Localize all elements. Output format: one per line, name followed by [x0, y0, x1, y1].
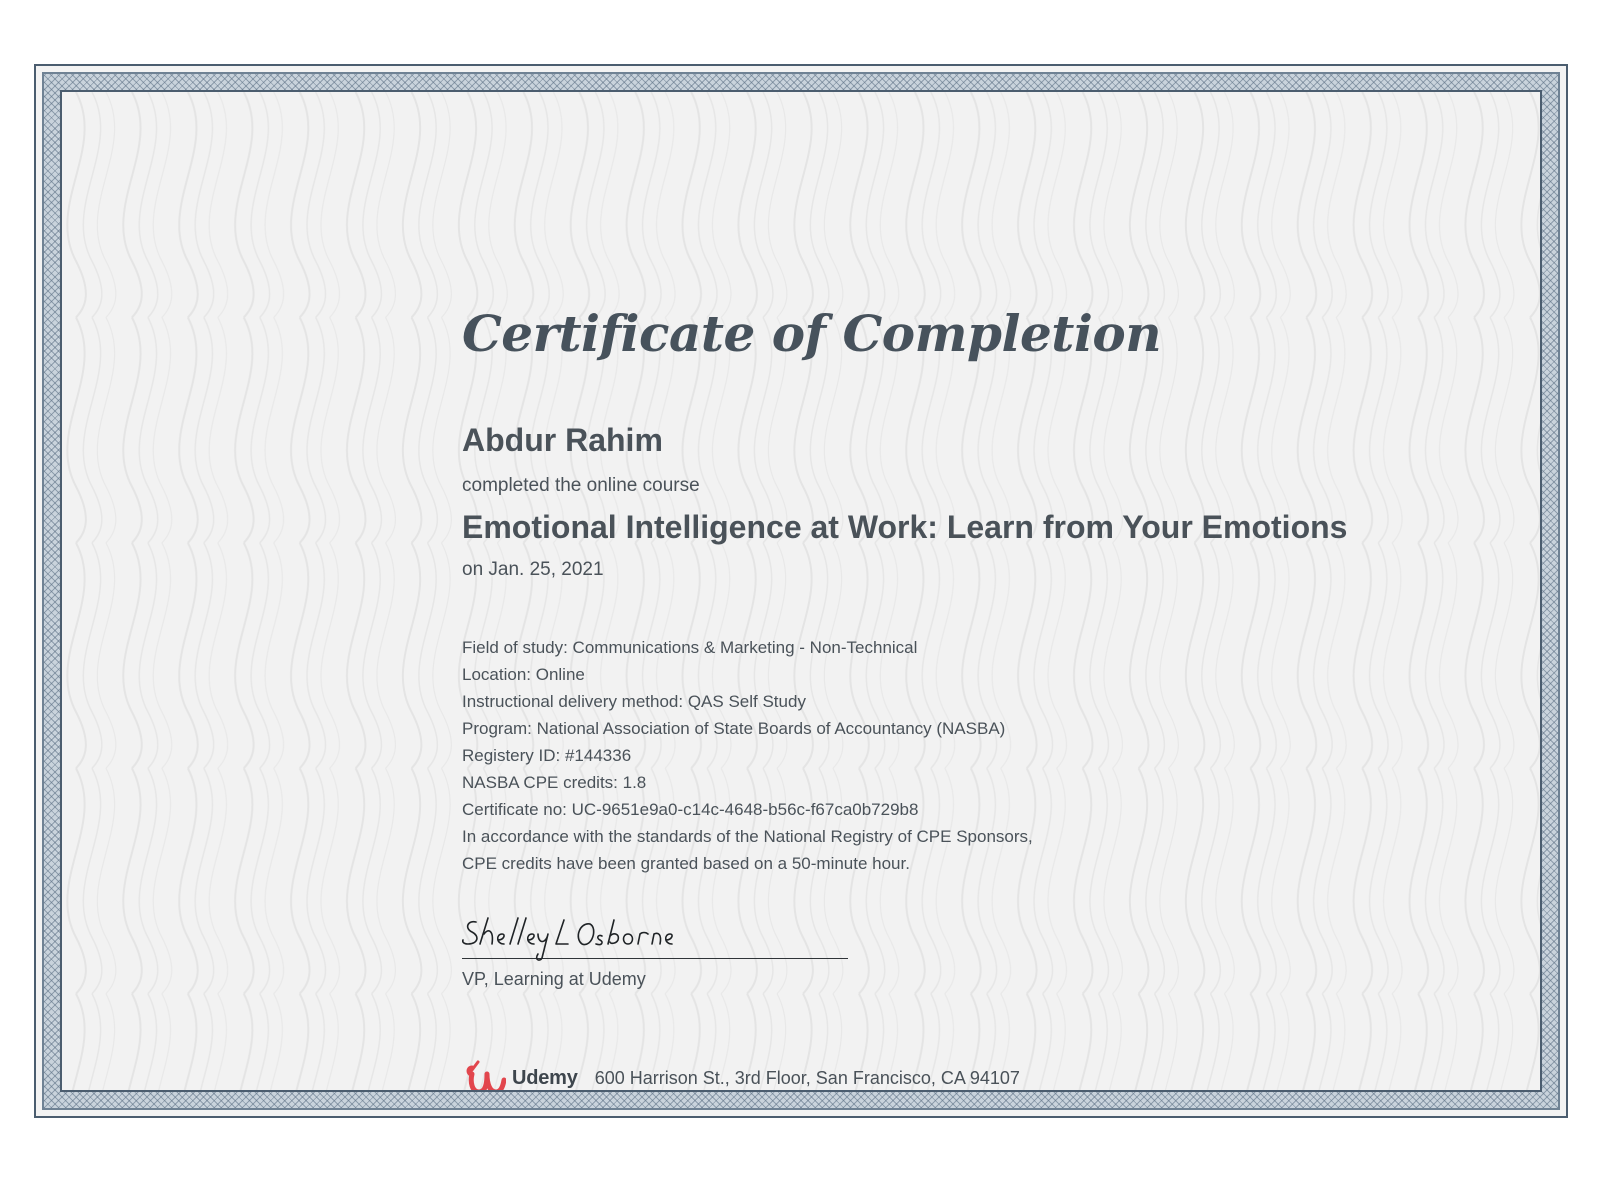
- signature-line: [462, 958, 848, 959]
- detail-location: Location: Online: [462, 665, 585, 684]
- certificate-title: Certificate of Completion: [462, 304, 1162, 363]
- certificate-content: [462, 92, 1502, 1090]
- handwritten-signature: [462, 914, 692, 962]
- detail-credits-note: CPE credits have been granted based on a 50-minute hour.: [462, 854, 910, 873]
- signature-block: [462, 914, 852, 990]
- certificate-frame: [34, 64, 1568, 1118]
- udemy-logo-text: Udemy: [512, 1066, 578, 1089]
- detail-certificate-number: Certificate no: UC-9651e9a0-c14c-4648-b56c-f67ca0b729b8: [462, 800, 919, 819]
- completion-date: on Jan. 25, 2021: [462, 559, 604, 580]
- certificate-details: [462, 634, 1033, 877]
- detail-field-of-study: Field of study: Communications & Marketing - Non-Technical: [462, 638, 918, 657]
- signatory-title: VP, Learning at Udemy: [462, 969, 646, 989]
- detail-delivery-method: Instructional delivery method: QAS Self Study: [462, 692, 806, 711]
- recipient-name: Abdur Rahim: [462, 422, 663, 458]
- company-address: 600 Harrison St., 3rd Floor, San Francisco, CA 94107: [594, 1067, 1020, 1088]
- certificate-footer: [466, 1060, 1020, 1092]
- detail-program: Program: National Association of State Boards of Accountancy (NASBA): [462, 719, 1006, 738]
- course-name: Emotional Intelligence at Work: Learn from Your Emotions: [462, 509, 1348, 545]
- certificate-panel: [60, 90, 1542, 1092]
- completed-text: completed the online course: [462, 475, 700, 496]
- detail-standards-note: In accordance with the standards of the National Registry of CPE Sponsors,: [462, 827, 1033, 846]
- detail-registry-id: Registery ID: #144336: [462, 746, 632, 765]
- detail-cpe-credits: NASBA CPE credits: 1.8: [462, 773, 647, 792]
- udemy-logo-icon: [466, 1060, 506, 1092]
